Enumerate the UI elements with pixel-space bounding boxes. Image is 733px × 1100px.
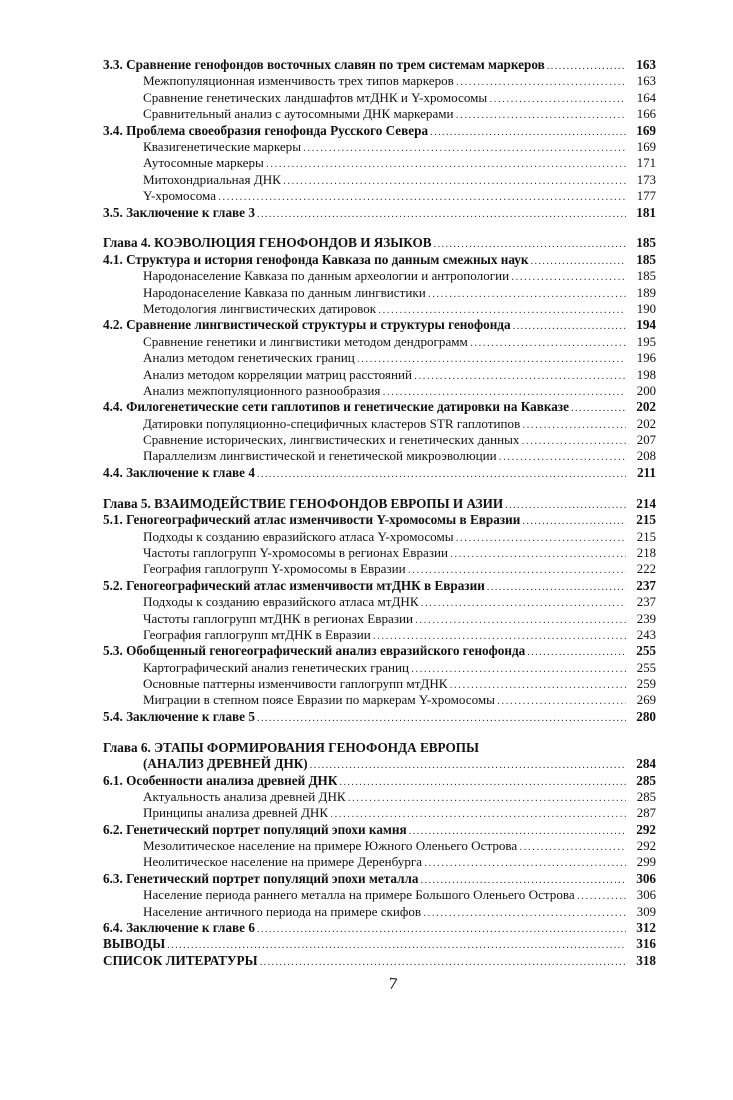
entry-title: 5.1. Геногеографический атлас изменчивости Y-хромосомы в Евразии [103, 512, 521, 528]
entry-title: Датировки популяционно-специфичных кластеров STR гаплотипов [143, 415, 521, 431]
dot-leader [257, 465, 626, 482]
dot-leader [382, 383, 626, 400]
toc-subsection-entry [103, 692, 656, 708]
toc-subsection-entry [103, 611, 656, 627]
entry-page-number: 243 [636, 627, 656, 642]
entry-page-number: 177 [636, 189, 656, 204]
entry-title: Анализ методом генетических границ [143, 350, 355, 366]
dot-leader [411, 660, 626, 677]
entry-title: Сравнение генетики и лингвистики методом дендрограмм [143, 333, 468, 349]
entry-page-number: 196 [636, 351, 656, 366]
dot-leader [266, 155, 626, 172]
entry-title: 6.4. Заключение к главе 6 [103, 920, 255, 936]
entry-title: ВЫВОДЫ [103, 936, 166, 952]
entry-page-number: 255 [636, 660, 656, 675]
entry-title: Анализ межпопуляционного разнообразия [143, 382, 381, 398]
entry-title: Миграции в степном поясе Евразии по маркерам Y-хромосомы [143, 692, 495, 708]
toc-section-entry [103, 709, 656, 725]
entry-page-number: 292 [636, 821, 656, 837]
entry-page-number: 169 [636, 122, 656, 138]
entry-page-number: 237 [636, 595, 656, 610]
entry-page-number: 215 [636, 512, 656, 528]
dot-leader [283, 172, 626, 189]
entry-title: Методология лингвистических датировок [143, 300, 377, 316]
entry-title: Сравнение генетических ландшафтов мтДНК и Y-хромосомы [143, 89, 488, 105]
toc-chapter-entry [103, 496, 656, 512]
dot-leader [218, 188, 626, 205]
dot-leader [260, 953, 626, 970]
entry-page-number: 163 [636, 74, 656, 89]
toc-subsection-entry [103, 594, 656, 610]
entry-page-number: 194 [636, 317, 656, 333]
entry-title: 4.1. Структура и история генофонда Кавказа по данным смежных наук [103, 251, 529, 267]
entry-page-number: 312 [636, 920, 656, 936]
entry-page-number: 173 [636, 172, 656, 187]
entry-page-number: 169 [636, 139, 656, 154]
toc-subsection-entry [103, 188, 656, 204]
entry-title: 4.4. Заключение к главе 4 [103, 464, 255, 480]
entry-title: 6.2. Генетический портрет популяций эпохи камня [103, 821, 407, 837]
entry-title: Мезолитическое население на примере Южного Оленьего Острова [143, 838, 518, 854]
dot-leader [456, 73, 626, 90]
toc-subsection-entry [103, 432, 656, 448]
entry-title: Неолитическое население на примере Деренбурга [143, 854, 423, 870]
entry-title: 3.3. Сравнение генофондов восточных славян по трем системам маркеров [103, 57, 545, 72]
entry-page-number: 306 [636, 888, 656, 903]
dot-leader [450, 545, 626, 562]
dot-leader [414, 367, 626, 384]
entry-page-number: 207 [636, 433, 656, 448]
dot-leader [330, 805, 626, 822]
toc-section-entry [103, 936, 656, 952]
dot-leader [423, 904, 626, 921]
toc-subsection-entry [103, 561, 656, 577]
dot-leader [378, 301, 626, 318]
toc-subsection-entry [103, 416, 656, 432]
entry-title: География гаплогрупп мтДНК в Евразии [143, 626, 371, 642]
dot-leader [303, 139, 626, 156]
entry-title: Сравнительный анализ с аутосомными ДНК маркерами [143, 106, 454, 122]
chapter-title: Глава 6. ЭТАПЫ ФОРМИРОВАНИЯ ГЕНОФОНДА ЕВРОПЫ [103, 739, 479, 755]
toc-subsection-entry [103, 139, 656, 155]
entry-title: Картографический анализ генетических границ [143, 659, 410, 675]
entry-title: Население античного периода на примере скифов [143, 903, 422, 919]
entry-page-number: 202 [636, 416, 656, 431]
block-spacer [103, 221, 656, 236]
dot-leader [430, 123, 626, 140]
block-spacer [103, 481, 656, 496]
page-number: 7 [386, 974, 399, 994]
entry-page-number: 202 [636, 399, 656, 415]
entry-page-number: 318 [636, 952, 656, 968]
toc-subsection-entry [103, 789, 656, 805]
dot-leader [519, 838, 626, 855]
dot-leader [487, 578, 626, 595]
entry-page-number: 214 [636, 495, 656, 511]
entry-title: 3.5. Заключение к главе 3 [103, 204, 255, 220]
toc-section-entry [103, 953, 656, 969]
entry-title: Аутосомные маркеры [143, 155, 264, 171]
entry-title: Митохондриальная ДНК [143, 171, 281, 187]
entry-title: Сравнение исторических, лингвистических и генетических данных [143, 432, 520, 448]
toc-subsection-entry [103, 172, 656, 188]
entry-title: Y-хромосома [143, 188, 217, 204]
entry-page-number: 185 [636, 235, 656, 251]
toc-subsection-entry [103, 660, 656, 676]
toc-subsection-entry [103, 334, 656, 350]
toc-subsection-entry [103, 367, 656, 383]
dot-leader [434, 235, 626, 252]
entry-page-number: 255 [636, 643, 656, 659]
dot-leader [527, 643, 626, 660]
dot-leader [571, 399, 626, 416]
toc-section-entry [103, 643, 656, 659]
entry-page-number: 211 [636, 464, 656, 480]
toc-subsection-entry [103, 90, 656, 106]
entry-page-number: 200 [636, 383, 656, 398]
entry-page-number: 269 [636, 693, 656, 708]
dot-leader [357, 350, 626, 367]
dot-leader [511, 268, 626, 285]
toc-subsection-entry [103, 285, 656, 301]
entry-title: 3.4. Проблема своеобразия генофонда Русского Севера [103, 122, 429, 138]
entry-page-number: 237 [636, 577, 656, 593]
toc-subsection-entry [103, 838, 656, 854]
dot-leader [348, 789, 626, 806]
entry-page-number: 189 [636, 285, 656, 300]
entry-page-number: 285 [636, 772, 656, 788]
dot-leader [456, 106, 626, 123]
entry-page-number: 285 [636, 789, 656, 804]
entry-page-number: 259 [636, 677, 656, 692]
entry-title: Подходы к созданию евразийского атласа Y-хромосомы [143, 528, 454, 544]
toc-chapter-entry [103, 235, 656, 251]
dot-leader [450, 676, 626, 693]
entry-title: 6.1. Особенности анализа древней ДНК [103, 772, 338, 788]
entry-title: СПИСОК ЛИТЕРАТУРЫ [103, 952, 258, 968]
entry-title: (АНАЛИЗ ДРЕВНЕЙ ДНК) [143, 756, 308, 772]
toc-section-entry [103, 465, 656, 481]
toc-section-entry [103, 822, 656, 838]
entry-page-number: 239 [636, 611, 656, 626]
entry-page-number: 218 [636, 545, 656, 560]
entry-page-number: 185 [636, 251, 656, 267]
toc-section-entry [103, 512, 656, 528]
dot-leader [310, 756, 626, 773]
toc-subsection-entry [103, 106, 656, 122]
dot-leader [499, 448, 626, 465]
entry-title: 5.3. Обобщенный геногеографический анализ евразийского генофонда [103, 643, 526, 659]
entry-title: Народонаселение Кавказа по данным лингвистики [143, 284, 426, 300]
dot-leader [522, 512, 626, 529]
dot-leader [522, 416, 626, 433]
dot-leader [421, 594, 626, 611]
dot-leader [470, 334, 626, 351]
dot-leader [521, 432, 626, 449]
entry-title: 4.2. Сравнение лингвистической структуры и структуры генофонда [103, 317, 511, 333]
dot-leader [577, 887, 626, 904]
entry-title: Основные паттерны изменчивости гаплогрупп мтДНК [143, 676, 448, 692]
entry-page-number: 309 [636, 904, 656, 919]
entry-page-number: 299 [636, 855, 656, 870]
entry-title: 4.4. Филогенетические сети гаплотипов и генетические датировки на Кавказе [103, 399, 569, 415]
entry-title: Частоты гаплогрупп Y-хромосомы в регионах Евразии [143, 544, 449, 560]
toc-subsection-entry [103, 529, 656, 545]
dot-leader [167, 936, 626, 953]
entry-title: Анализ методом корреляции матриц расстояний [143, 366, 412, 382]
entry-page-number: 280 [636, 708, 656, 724]
dot-leader [547, 57, 626, 74]
toc-subsection-entry [103, 627, 656, 643]
entry-title: Принципы анализа древней ДНК [143, 805, 329, 821]
dot-leader [409, 822, 626, 839]
dot-leader [428, 285, 626, 302]
entry-title: 5.4. Заключение к главе 5 [103, 708, 255, 724]
dot-leader [513, 317, 626, 334]
toc-section-entry [103, 399, 656, 415]
toc-section-entry [103, 57, 656, 73]
toc-subsection-entry [103, 904, 656, 920]
entry-page-number: 198 [636, 367, 656, 382]
dot-leader [257, 205, 626, 222]
entry-page-number: 163 [636, 57, 656, 72]
entry-title: Частоты гаплогрупп мтДНК в регионах Евразии [143, 610, 414, 626]
entry-page-number: 166 [636, 107, 656, 122]
dot-leader [421, 871, 626, 888]
toc-section-entry [103, 317, 656, 333]
dot-leader [497, 692, 626, 709]
dot-leader [530, 252, 626, 269]
toc-section-entry [103, 205, 656, 221]
toc-section-entry [103, 871, 656, 887]
dot-leader [456, 529, 626, 546]
entry-page-number: 190 [636, 301, 656, 316]
entry-title: Параллелизм лингвистической и генетической микроэволюции [143, 448, 497, 464]
entry-page-number: 208 [636, 449, 656, 464]
entry-page-number: 292 [636, 839, 656, 854]
toc-section-entry [103, 578, 656, 594]
entry-page-number: 316 [636, 936, 656, 952]
dot-leader [257, 709, 626, 726]
dot-leader [257, 920, 626, 937]
entry-title: Глава 5. ВЗАИМОДЕЙСТВИЕ ГЕНОФОНДОВ ЕВРОПЫ И АЗИИ [103, 495, 504, 511]
toc-subsection-entry [103, 383, 656, 399]
dot-leader [415, 611, 626, 628]
toc-subsection-entry [103, 448, 656, 464]
entry-title: 5.2. Геногеографический атлас изменчивости мтДНК в Евразии [103, 577, 485, 593]
dot-leader [373, 627, 626, 644]
dot-leader [339, 773, 626, 790]
toc-subsection-entry [103, 854, 656, 870]
entry-page-number: 306 [636, 870, 656, 886]
entry-title: Межпопуляционная изменчивость трех типов маркеров [143, 73, 454, 89]
toc-section-entry [103, 252, 656, 268]
toc-section-entry [103, 920, 656, 936]
toc-subsection-entry [103, 887, 656, 903]
toc-subsection-entry [103, 73, 656, 89]
entry-title: 6.3. Генетический портрет популяций эпохи металла [103, 870, 419, 886]
toc-section-entry [103, 123, 656, 139]
toc-subsection-entry [103, 350, 656, 366]
entry-page-number: 185 [636, 269, 656, 284]
entry-page-number: 215 [636, 529, 656, 544]
entry-page-number: 181 [636, 204, 656, 220]
dot-leader [408, 561, 626, 578]
entry-page-number: 287 [636, 806, 656, 821]
entry-title: Глава 4. КОЭВОЛЮЦИЯ ГЕНОФОНДОВ И ЯЗЫКОВ [103, 235, 432, 251]
toc-section-entry [103, 773, 656, 789]
entry-page-number: 284 [636, 756, 656, 772]
entry-page-number: 171 [636, 156, 656, 171]
toc-chapter-entry [103, 756, 656, 772]
dot-leader [505, 496, 626, 513]
entry-title: Подходы к созданию евразийского атласа мтДНК [143, 594, 419, 610]
entry-title: Народонаселение Кавказа по данным археологии и антропологии [143, 268, 510, 284]
dot-leader [424, 854, 626, 871]
toc-subsection-entry [103, 676, 656, 692]
entry-page-number: 222 [636, 562, 656, 577]
entry-page-number: 164 [636, 90, 656, 105]
toc-subsection-entry [103, 805, 656, 821]
toc-subsection-entry [103, 545, 656, 561]
block-spacer [103, 725, 656, 740]
toc-subsection-entry [103, 301, 656, 317]
toc-subsection-entry [103, 155, 656, 171]
entry-title: Квазигенетические маркеры [143, 138, 302, 154]
entry-title: Актуальность анализа древней ДНК [143, 788, 346, 804]
entry-page-number: 195 [636, 334, 656, 349]
table-of-contents [103, 57, 656, 969]
entry-title: География гаплогрупп Y-хромосомы в Евразии [143, 561, 406, 577]
toc-subsection-entry [103, 268, 656, 284]
entry-title: Население периода раннего металла на примере Большого Оленьего Острова [143, 887, 575, 903]
dot-leader [489, 90, 626, 107]
